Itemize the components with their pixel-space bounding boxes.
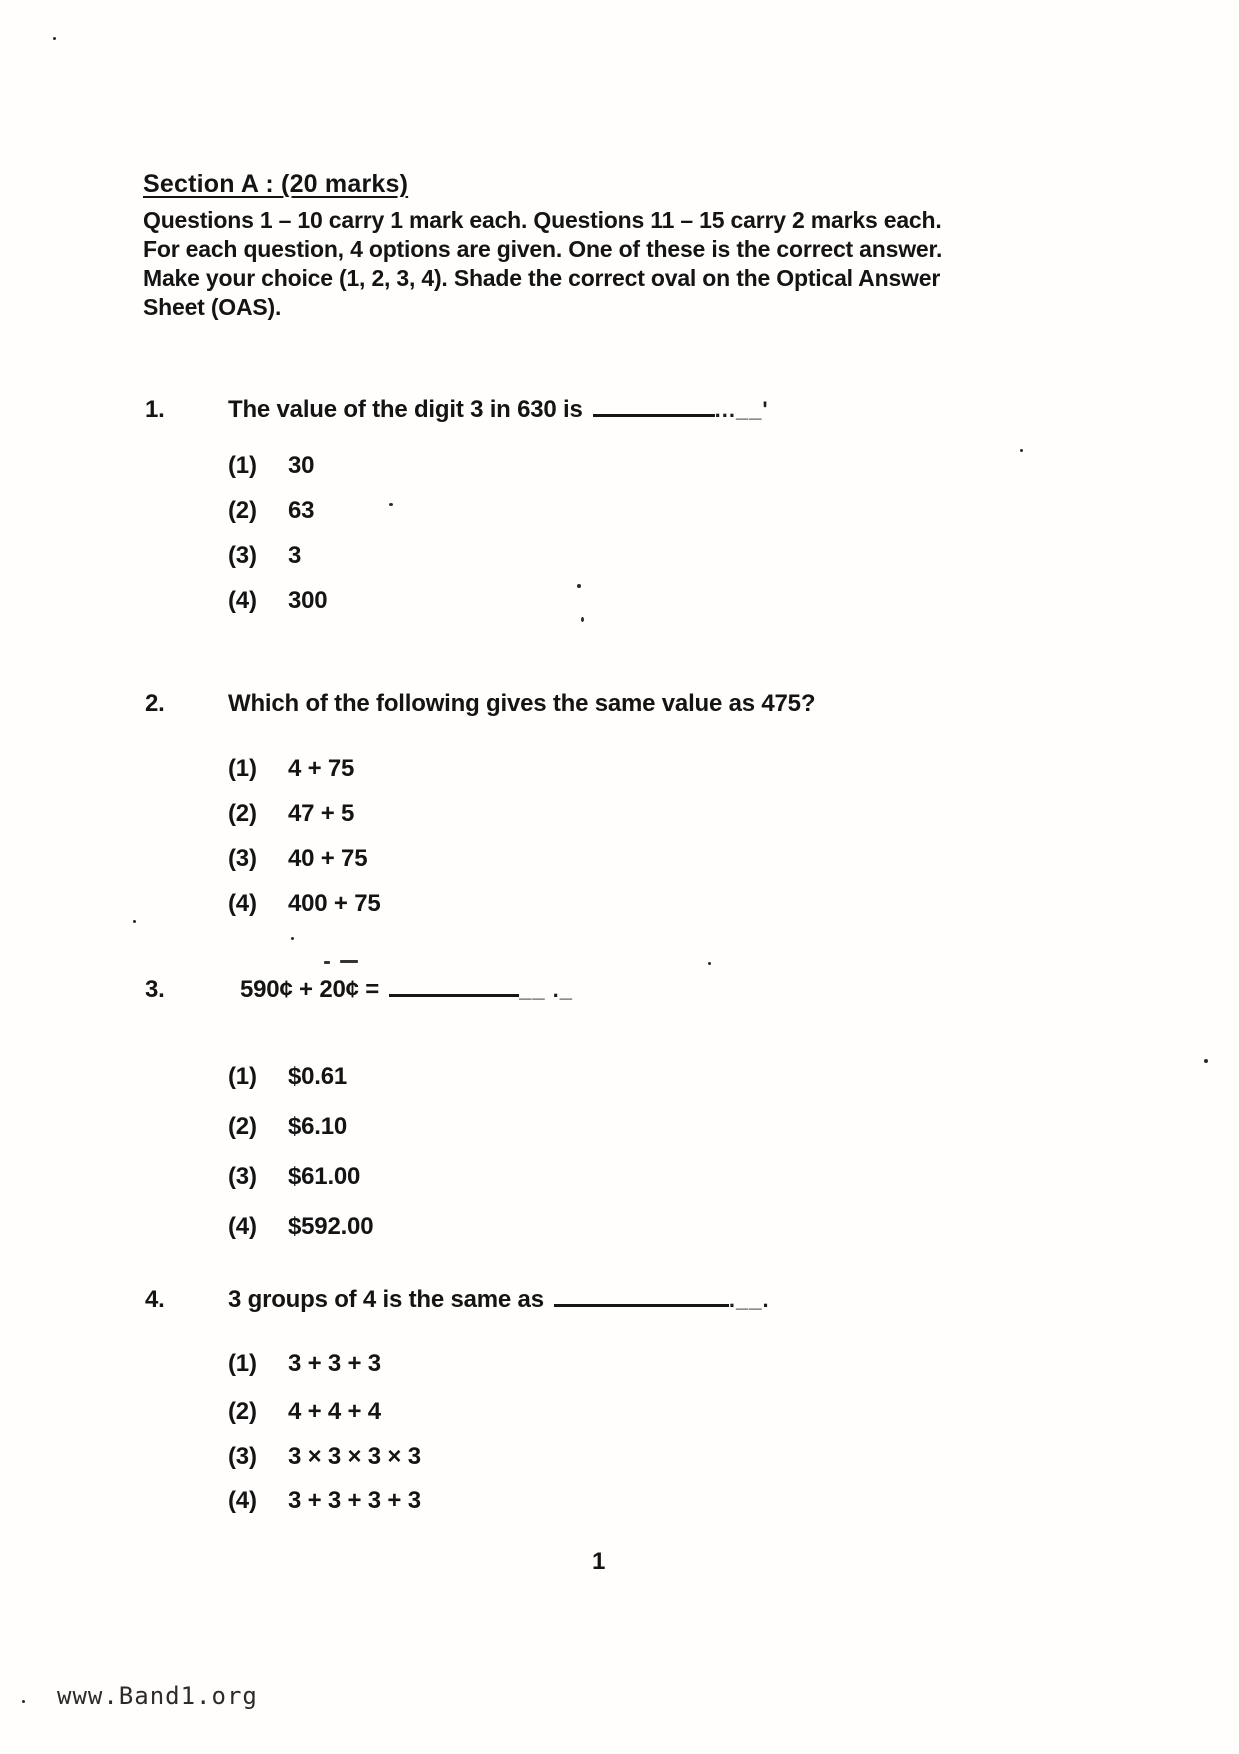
- question-4-option-2-label: (2): [228, 1398, 257, 1425]
- scan-speck: [1204, 1059, 1208, 1063]
- question-1-option-3-value: 3: [288, 542, 302, 569]
- question-2-number: 2.: [145, 690, 165, 717]
- question-3-stem: [240, 976, 573, 1004]
- scan-speck: [291, 937, 294, 940]
- scan-speck: [324, 961, 330, 964]
- question-3-answer-blank: [389, 989, 519, 997]
- question-4-stem: [228, 1286, 770, 1314]
- question-3-blank-tail: __ ._: [519, 977, 574, 1002]
- page-number: 1: [592, 1548, 606, 1575]
- question-4-option-3-label: (3): [228, 1443, 257, 1470]
- question-3-option-2-value: $6.10: [288, 1113, 348, 1140]
- question-3-option-2-label: (2): [228, 1113, 257, 1140]
- section-heading: Section A : (20 marks): [143, 170, 409, 198]
- question-3-stem-text: 590¢ + 20¢ =: [240, 976, 380, 1003]
- instruction-line-3: Make your choice (1, 2, 3, 4). Shade the correct oval on the Optical Answer: [143, 265, 941, 291]
- question-2-option-3-label: (3): [228, 845, 257, 872]
- question-1-blank-tail: ...__': [714, 397, 769, 422]
- question-1-answer-blank: [593, 409, 715, 417]
- footer-url: www.Band1.org: [57, 1682, 258, 1710]
- question-2-option-4-label: (4): [228, 890, 257, 917]
- question-3-number: 3.: [145, 976, 165, 1003]
- question-2-option-1-label: (1): [228, 755, 257, 782]
- scan-speck: [708, 962, 711, 965]
- question-4-option-2-value: 4 + 4 + 4: [288, 1398, 381, 1425]
- question-1-option-2-label: (2): [228, 497, 257, 524]
- question-1-option-4-value: 300: [288, 587, 328, 614]
- question-4-option-4-value: 3 + 3 + 3 + 3: [288, 1487, 421, 1514]
- question-4-option-3-value: 3 × 3 × 3 × 3: [288, 1443, 421, 1470]
- question-2-option-2-value: 47 + 5: [288, 800, 355, 827]
- question-3-option-4-label: (4): [228, 1213, 257, 1240]
- question-3-option-3-value: $61.00: [288, 1163, 361, 1190]
- question-1-option-4-label: (4): [228, 587, 257, 614]
- question-3-option-1-label: (1): [228, 1063, 257, 1090]
- question-2-stem: Which of the following gives the same value as 475?: [228, 690, 816, 717]
- question-4-stem-text: 3 groups of 4 is the same as: [228, 1286, 544, 1313]
- question-4-option-1-label: (1): [228, 1350, 257, 1377]
- question-1-stem-text: The value of the digit 3 in 630 is: [228, 396, 583, 423]
- question-4-option-1-value: 3 + 3 + 3: [288, 1350, 381, 1377]
- scan-speck: [340, 960, 358, 963]
- instruction-line-1: Questions 1 – 10 carry 1 mark each. Questions 11 – 15 carry 2 marks each.: [143, 207, 942, 233]
- instruction-line-4: Sheet (OAS).: [143, 294, 282, 320]
- question-4-option-4-label: (4): [228, 1487, 257, 1514]
- instruction-line-2: For each question, 4 options are given. One of these is the correct answer.: [143, 236, 943, 262]
- scan-speck: [577, 584, 581, 588]
- question-2-option-1-value: 4 + 75: [288, 755, 355, 782]
- scan-speck: [389, 503, 393, 506]
- question-4-answer-blank: [554, 1299, 729, 1307]
- question-4-blank-tail: .__.: [728, 1287, 770, 1312]
- question-4-number: 4.: [145, 1286, 165, 1313]
- question-1-stem: [228, 396, 769, 424]
- scan-speck: [133, 920, 136, 923]
- question-1-option-1-value: 30: [288, 452, 315, 479]
- question-3-option-1-value: $0.61: [288, 1063, 348, 1090]
- question-3-option-3-label: (3): [228, 1163, 257, 1190]
- question-2-option-3-value: 40 + 75: [288, 845, 368, 872]
- question-1-number: 1.: [145, 396, 165, 423]
- question-3-option-4-value: $592.00: [288, 1213, 374, 1240]
- question-1-option-2-value: 63: [288, 497, 315, 524]
- scan-speck: [22, 1700, 25, 1703]
- scan-speck: [53, 37, 56, 40]
- scan-speck: [581, 617, 584, 622]
- question-1-option-3-label: (3): [228, 542, 257, 569]
- question-1-option-1-label: (1): [228, 452, 257, 479]
- scan-speck: [1020, 449, 1023, 452]
- question-2-option-2-label: (2): [228, 800, 257, 827]
- question-2-option-4-value: 400 + 75: [288, 890, 381, 917]
